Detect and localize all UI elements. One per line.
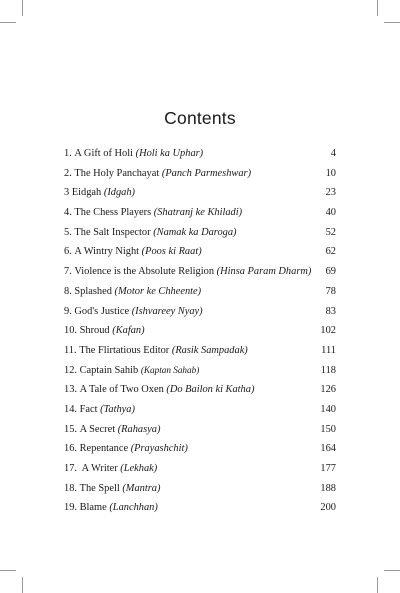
toc-entry-title: A Secret <box>79 423 116 435</box>
toc-entry-subtitle: (Rahasya) <box>117 423 161 435</box>
toc-entry-subtitle: (Holi ka Uphar) <box>135 148 204 159</box>
toc-entry-subtitle: (Hinsa Param Dharm) <box>216 266 312 278</box>
toc-entry-title: Eidgah <box>71 187 102 199</box>
toc-entry-subtitle: (Namak ka Daroga) <box>153 226 237 238</box>
toc-entry-title: The Spell <box>79 482 120 494</box>
toc-entry-number: 3 <box>64 187 70 199</box>
toc-entry[interactable] <box>64 443 336 463</box>
toc-entry-page: 40 <box>325 207 336 219</box>
toc-entry-title: The Salt Inspector <box>74 226 151 238</box>
toc-entry-title: God's Justice <box>74 305 130 317</box>
toc-entry-subtitle: (Mantra) <box>122 482 161 494</box>
toc-entry-title: The Chess Players <box>74 207 152 219</box>
toc-entry-number: 17. <box>64 463 77 474</box>
toc-entry[interactable] <box>64 365 336 385</box>
toc-entry-page: 4 <box>330 148 336 159</box>
toc-entry-page: 150 <box>320 423 336 435</box>
toc-entry-subtitle: (Lekhak) <box>120 463 158 474</box>
toc-entry[interactable] <box>64 345 336 365</box>
toc-entry-title: The Flirtatious Editor <box>79 344 170 356</box>
toc-entry-page: 10 <box>325 167 336 179</box>
toc-entry[interactable] <box>64 266 336 286</box>
toc-entry-subtitle: (Prayashchit) <box>130 443 188 455</box>
crop-mark-bottom-left <box>22 577 23 593</box>
toc-entry-subtitle: (Do Bailon ki Katha) <box>166 384 255 396</box>
toc-entry-number: 14. <box>64 403 77 415</box>
toc-entry-title: Blame <box>79 502 107 514</box>
toc-entry-number: 11. <box>64 344 77 356</box>
toc-entry-page: 140 <box>320 403 336 415</box>
toc-entry-page: 78 <box>325 285 336 297</box>
toc-entry-subtitle: (Rasik Sampadak) <box>171 344 248 356</box>
toc-entry-number: 7. <box>64 266 72 278</box>
crop-mark-bottom-right <box>377 577 378 593</box>
toc-entry[interactable] <box>64 286 336 306</box>
toc-entry-number: 16. <box>64 443 77 455</box>
toc-entry-number: 6. <box>64 246 72 258</box>
toc-entry-subtitle: (Poos ki Raat) <box>141 246 202 258</box>
toc-entry-page: 111 <box>321 344 336 356</box>
crop-mark-top-left <box>22 0 23 16</box>
toc-entry-subtitle: (Motor ke Chheente) <box>114 285 202 297</box>
toc-entry-subtitle: (Lanchhan) <box>109 502 158 514</box>
toc-entry-number: 5. <box>64 226 72 238</box>
toc-entry-number: 13. <box>64 384 77 396</box>
toc-entry-page: 118 <box>320 364 336 376</box>
crop-mark-left-top <box>0 22 16 23</box>
toc-entry[interactable] <box>64 384 336 404</box>
crop-mark-right-top <box>384 22 400 23</box>
toc-entry[interactable] <box>64 306 336 326</box>
toc-entry-title: Captain Sahib <box>79 364 139 376</box>
toc-entry-number: 19. <box>64 502 77 514</box>
toc-entry-page: 83 <box>325 305 336 317</box>
toc-entry-page: 126 <box>320 384 336 396</box>
toc-entry[interactable] <box>64 502 336 522</box>
toc-entry[interactable] <box>64 424 336 444</box>
toc-entry-subtitle: (Panch Parmeshwar) <box>161 167 252 179</box>
toc-entry-title: Fact <box>79 403 98 415</box>
toc-entry[interactable] <box>64 483 336 503</box>
toc-entry-subtitle: (Kaptan Sahab) <box>140 364 200 375</box>
toc-entry-number: 2. <box>64 167 72 179</box>
toc-entry-page: 188 <box>320 482 336 494</box>
toc-entry-title: Shroud <box>79 325 110 337</box>
toc-entry-number: 1. <box>64 148 72 159</box>
toc-entry-page: 200 <box>320 502 336 514</box>
toc-entry-page: 52 <box>325 226 336 238</box>
toc-entry[interactable] <box>64 325 336 345</box>
toc-entry-title: Violence is the Absolute Religion <box>74 266 215 278</box>
toc-entry-number: 10. <box>64 325 77 337</box>
toc-entry-title: A Wintry Night <box>74 246 140 258</box>
toc-entry[interactable] <box>64 148 336 168</box>
toc-entry-number: 4. <box>64 207 72 219</box>
toc-list <box>64 148 336 522</box>
toc-entry-page: 69 <box>325 266 336 278</box>
toc-entry[interactable] <box>64 168 336 188</box>
toc-entry-subtitle: (Tathya) <box>100 403 135 415</box>
toc-entry-page: 62 <box>325 246 336 258</box>
toc-entry-title: A Gift of Holi <box>74 148 133 159</box>
toc-entry-title: Splashed <box>74 285 112 297</box>
toc-entry[interactable] <box>64 187 336 207</box>
crop-mark-top-right <box>377 0 378 16</box>
toc-entry-page: 177 <box>320 463 336 474</box>
toc-entry[interactable] <box>64 246 336 266</box>
toc-entry-number: 18. <box>64 482 77 494</box>
toc-entry-subtitle: (Idgah) <box>103 187 136 199</box>
page-title: Contents <box>164 108 236 128</box>
toc-entry-page: 23 <box>325 187 336 199</box>
toc-entry[interactable] <box>64 227 336 247</box>
toc-entry-title: A Tale of Two Oxen <box>79 384 164 396</box>
toc-entry-number: 15. <box>64 423 77 435</box>
toc-entry-title: A Writer <box>79 463 118 474</box>
toc-entry-subtitle: (Ishvareey Nyay) <box>131 305 203 317</box>
toc-entry[interactable] <box>64 463 336 483</box>
toc-entry-number: 9. <box>64 305 72 317</box>
toc-entry-title: Repentance <box>79 443 129 455</box>
toc-entry[interactable] <box>64 207 336 227</box>
toc-entry-number: 12. <box>64 364 77 376</box>
crop-mark-right-bottom <box>384 570 400 571</box>
toc-entry-page: 164 <box>320 443 336 455</box>
crop-mark-left-bottom <box>0 570 16 571</box>
toc-entry[interactable] <box>64 404 336 424</box>
toc-entry-subtitle: (Shatranj ke Khiladi) <box>153 207 243 219</box>
toc-entry-number: 8. <box>64 285 72 297</box>
toc-entry-subtitle: (Kafan) <box>112 325 145 337</box>
toc-entry-title: The Holy Panchayat <box>74 167 160 179</box>
toc-entry-page: 102 <box>320 325 336 337</box>
